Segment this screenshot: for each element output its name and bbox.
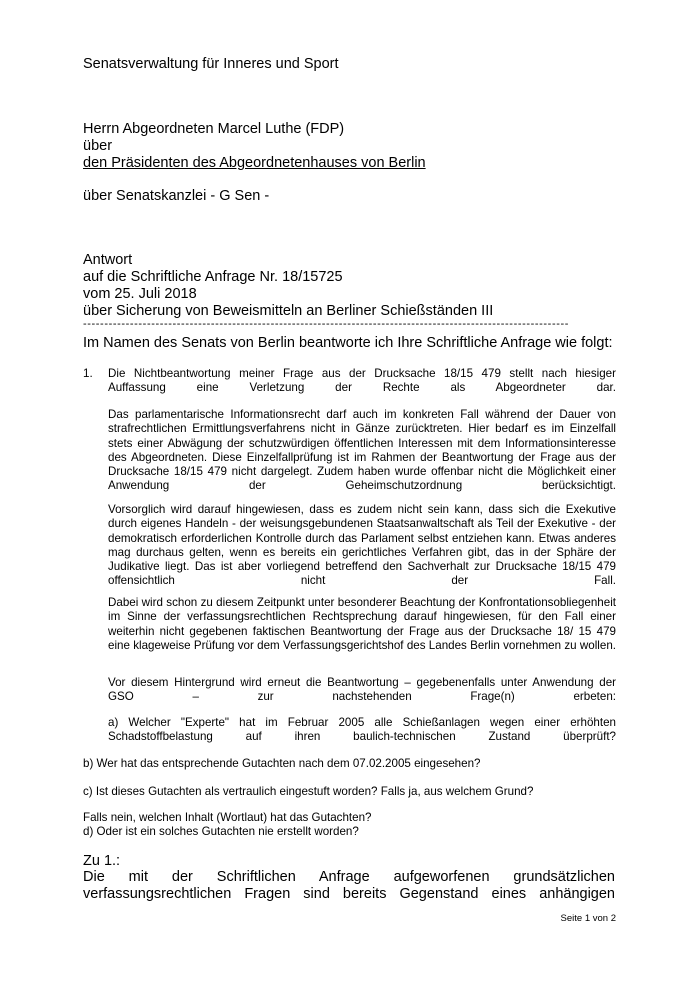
question-paragraph-3: Vorsorglich wird darauf hingewiesen, dass es zudem nicht sein kann, dass sich die Exekutive durch eigenes Handeln - der weisungsgebundenen Staatsanwaltschaft als Teil der Exekutive - der demokratisch erforderlichen Kontrolle durch das Parlament selbst entziehen kann. Etwas anderes mag durchaus gelten, wenn es bereits ein gerichtliches Verfahren gibt, das in der Sphäre der Judikative liegt. Das ist aber vorliegend betreffend den Sachverhalt zur Drucksache 18/15 479 offensichtlich nicht der Fall. (108, 503, 616, 588)
sub-question-c-followup: Falls nein, welchen Inhalt (Wortlaut) hat das Gutachten? (83, 811, 372, 824)
subject-title: über Sicherung von Beweismitteln an Berliner Schießständen III (83, 303, 494, 319)
recipient-name: Herrn Abgeordneten Marcel Luthe (FDP) (83, 121, 345, 137)
recipient-president: den Präsidenten des Abgeordnetenhauses von Berlin (83, 155, 426, 171)
subject-answer: Antwort (83, 252, 133, 268)
sub-question-d: d) Oder ist ein solches Gutachten nie erstellt worden? (83, 825, 359, 838)
question-paragraph-5: Vor diesem Hintergrund wird erneut die Beantwortung – gegebenenfalls unter Anwendung der GSO – zur nachstehenden Frage(n) erbeten: (108, 676, 616, 704)
question-paragraph-4: Dabei wird schon zu diesem Zeitpunkt unter besonderer Beachtung der Konfrontationsobliegenheit im Sinne der verfassungsrechtlichen Rechtsprechung darauf hingewiesen, für den Fall einer weiterhin nicht gegebenen faktischen Beantwortung der Frage aus der Drucksache 18/ 15 479 eine klageweise Prüfung vor dem Verfassungsgerichtshof des Landes Berlin vornehmen zu wollen. (108, 596, 616, 652)
subject-inquiry-number: auf die Schriftliche Anfrage Nr. 18/15725 (83, 269, 343, 285)
sender: Senatsverwaltung für Inneres und Sport (83, 56, 339, 72)
answer-heading: Zu 1.: (83, 853, 121, 869)
subject-date: vom 25. Juli 2018 (83, 286, 197, 302)
question-paragraph-2: Das parlamentarische Informationsrecht darf auch im konkreten Fall während der Dauer von strafrechtlichen Ermittlungsverfahrens nicht in Gänze zurücktreten. Hier bedarf es im Einzelfall stets einer Abwägung der schutzwürdigen öffentlichen Interessen mit dem Informationsinteresse des Abgeordneten. Diese Einzelfallprüfung ist im Rahmen der Beantwortung der Frage aus der Drucksache 18/15 479 nicht dargelegt. Zudem haben wurde offenbar nicht die Möglichkeit einer Anwendung der Geheimschutzordnung berücksichtigt. (108, 408, 616, 493)
question-number: 1. (83, 367, 93, 380)
intro-text: Im Namen des Senats von Berlin beantworte ich Ihre Schriftliche Anfrage wie folgt: (83, 335, 613, 351)
recipient-via: über (83, 138, 113, 154)
page-number: Seite 1 von 2 (560, 913, 616, 924)
answer-line-2: verfassungsrechtlichen Fragen sind bereits Gegenstand eines anhängigen (83, 886, 615, 902)
sub-question-b: b) Wer hat das entsprechende Gutachten nach dem 07.02.2005 eingesehen? (83, 757, 481, 770)
answer-line-1: Die mit der Schriftlichen Anfrage aufgeworfenen grundsätzlichen (83, 869, 615, 885)
question-paragraph-1: Die Nichtbeantwortung meiner Frage aus der Drucksache 18/15 479 stellt nach hiesiger Auffassung eine Verletzung der Rechte als Abgeordneter dar. (108, 367, 616, 395)
recipient-chancellery: über Senatskanzlei - G Sen - (83, 188, 270, 204)
separator-line: ------------------------------------------------------------------------------------------------------------------ (83, 318, 569, 330)
sub-question-c: c) Ist dieses Gutachten als vertraulich eingestuft worden? Falls ja, aus welchem Grund? (83, 785, 534, 798)
sub-question-a: a) Welcher "Experte" hat im Februar 2005 alle Schießanlagen wegen einer erhöhten Schadstoffbelastung auf ihren baulich-technischen Zustand überprüft? (108, 716, 616, 744)
